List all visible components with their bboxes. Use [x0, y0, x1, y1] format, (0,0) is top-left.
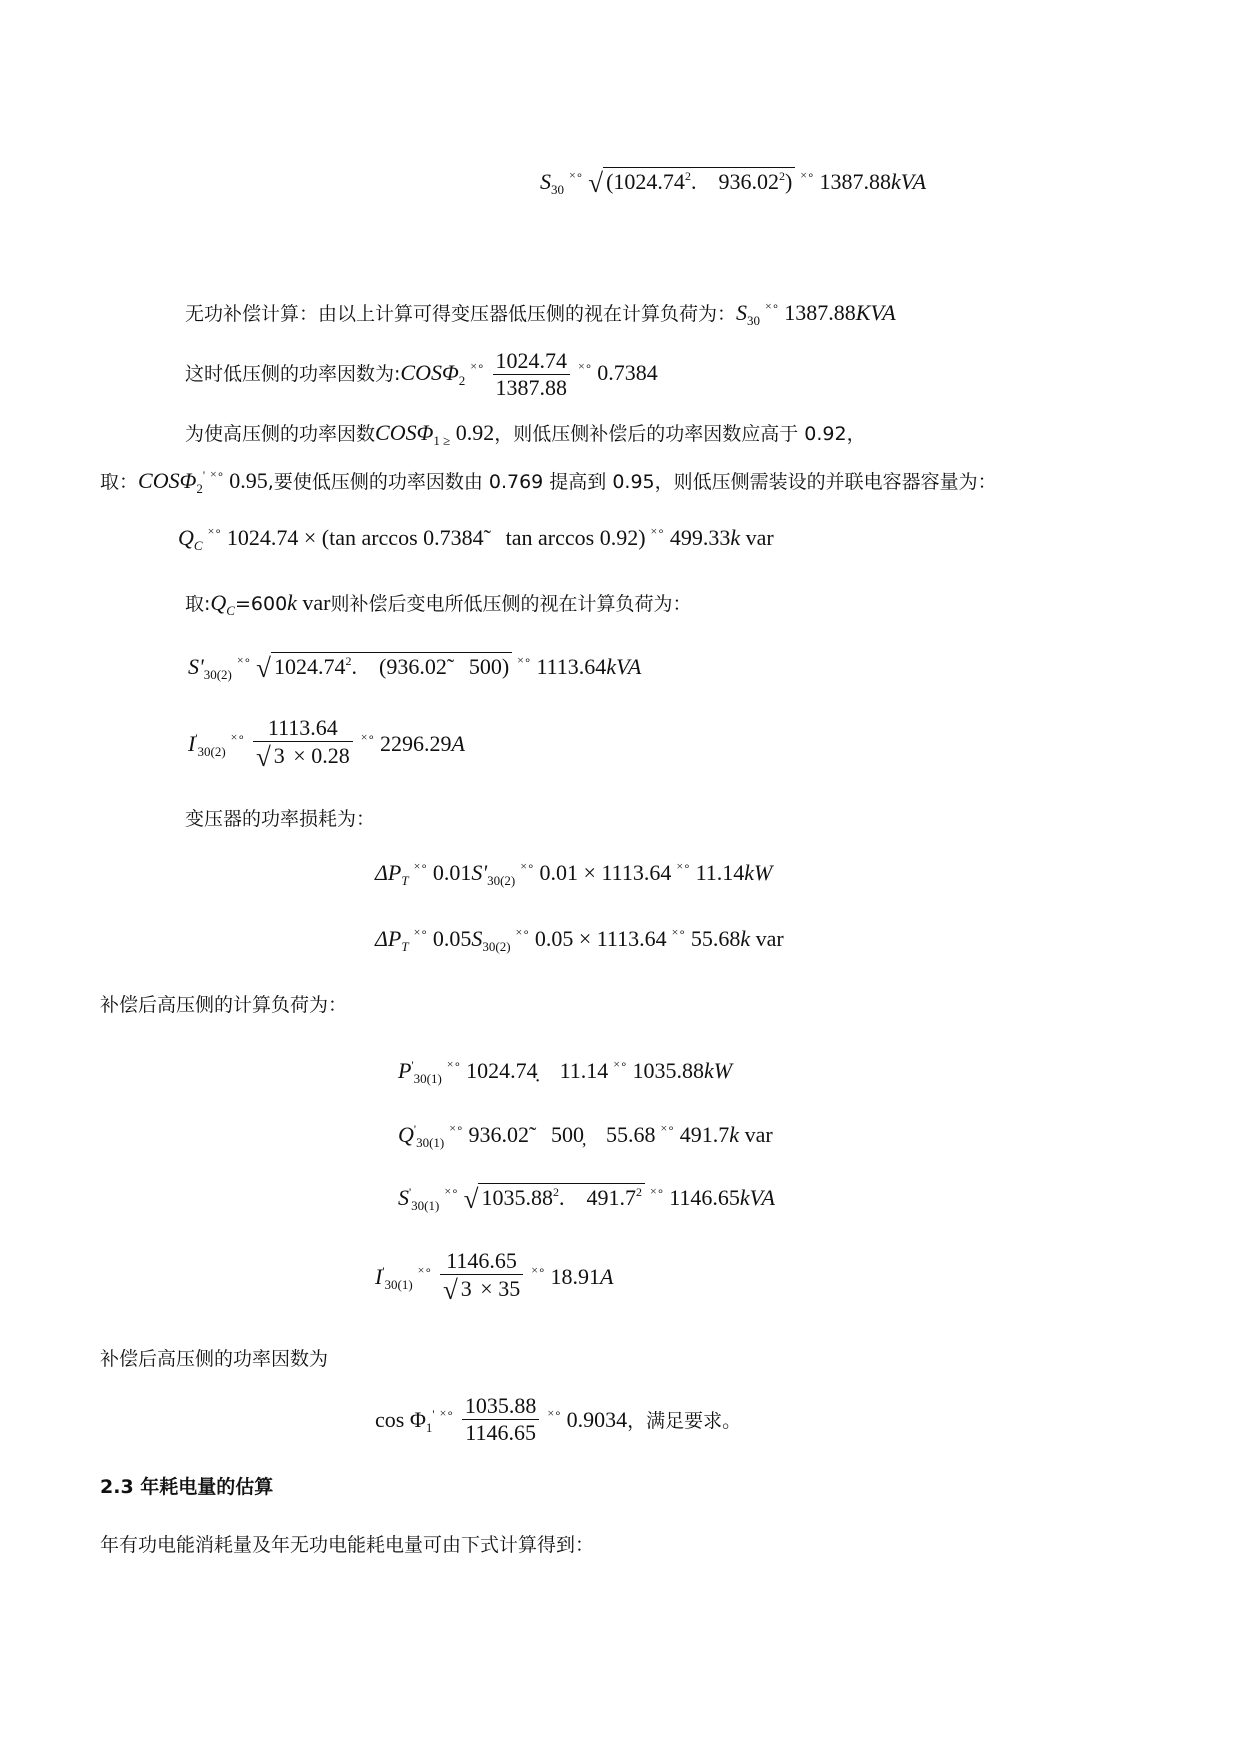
equation-delta-pt: $\Delta P_T^{\times\circ}$ $0.01S'_{30(2)}^{\times\circ}$ 0.01 × 1113.64 ×∘ 11.14kW — [375, 859, 773, 888]
equation-q30-1: $Q'_{30(1)}^{\times\circ}$ 936.02 500 55.68 ×∘ 491.7k var — [398, 1121, 773, 1150]
para-target-factor: 为使高压侧的功率因数$COS\Phi_{1 \ge}$ 0.92，则低压侧补偿后的功率因数应高于 0.92， — [185, 420, 866, 448]
section-heading: 2.3 年耗电量的估算 — [100, 1476, 274, 1498]
equation-delta-qt: $\Delta P_T^{\times\circ}$ $0.05S_{30(2)}^{\times\circ}$ 0.05 × 1113.64 ×∘ 55.68k var — [375, 925, 784, 954]
para-power-factor-low: 这时低压侧的功率因数为$:COS\Phi_2^{\times\circ}$ $\frac{1024.74}{1387.88}$ ×∘ 0.7384 — [185, 348, 658, 400]
para-high-side-load: 补偿后高压侧的计算负荷为： — [100, 994, 348, 1016]
para-capacitor-intro: 取：$COS\Phi_2'$ ×∘ 0.95,要使低压侧的功率因数由 0.769 提高到 0.95，则低压侧需装设的并联电容器容量为： — [100, 467, 997, 496]
para-take-qc: 取$:Q_C=600k$ var则补偿后变电所低压侧的视在计算负荷为： — [185, 590, 692, 618]
equation-p30-1: $P'_{30(1)}^{\times\circ}$ 1024.74 11.14 ×∘ 1035.88kW — [398, 1057, 733, 1086]
equation-cos-phi1: $\cos \Phi_1'$ ×∘ $\frac{1035.88}{1146.65}$ ×∘ 0.9034，满足要求。 — [375, 1393, 742, 1445]
para-apparent-load: 无功补偿计算：由以上计算可得变压器低压侧的视在计算负荷为：$S_{30}^{\times\circ}$ 1387.88KVA — [185, 299, 896, 328]
equation-qc: $Q_C^{\times\circ}$ 1024.74 × (tan arccos 0.7384 tan arccos 0.92) ×∘ 499.33k var — [178, 524, 774, 553]
para-high-side-factor: 补偿后高压侧的功率因数为 — [100, 1348, 329, 1370]
para-annual-energy: 年有功电能消耗量及年无功电能耗电量可由下式计算得到： — [100, 1534, 595, 1556]
equation-s30: $S_{30}^{\times\circ}$ √ (1024.74$^2$. 936.02$^2$) ×∘ 1387.88kVA — [540, 168, 927, 198]
equation-s30-1: $S'_{30(1)}^{\times\circ}$ √ 1035.88$^2$. 491.7$^2$ ×∘ 1146.65kVA — [398, 1184, 775, 1214]
equation-i30-2: $I'_{30(2)}^{\times\circ}$ $\frac{1113.64}{√ 3 \times 0.28}$ ×∘ 2296.29A — [188, 715, 465, 772]
equation-i30-1: $I'_{30(1)}^{\times\circ}$ $\frac{1146.65}{√ 3 \times 35}$ ×∘ 18.91A — [375, 1248, 614, 1305]
para-transformer-loss: 变压器的功率损耗为： — [185, 808, 376, 830]
equation-s30-2: $S'_{30(2)}^{\times\circ}$ √ 1024.74$^2$. (936.02 500) ×∘ 1113.64kVA — [188, 653, 642, 683]
